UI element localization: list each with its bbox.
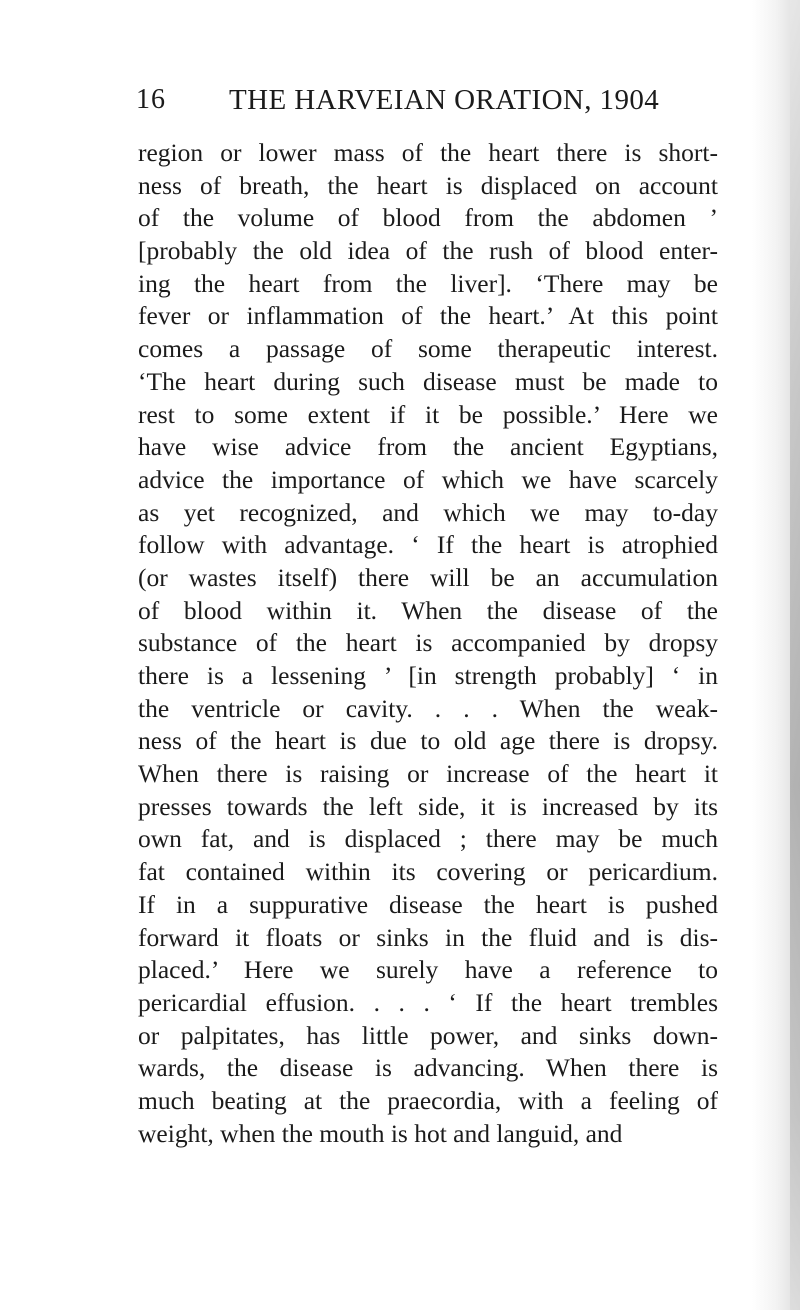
body-line: own fat, and is displaced ; there may be much	[138, 824, 718, 854]
body-line: ness of breath, the heart is displaced on account	[138, 170, 718, 200]
body-line: much beating at the praecordia, with a feeling of	[138, 1085, 718, 1115]
body-line: of blood within it. When the disease of the	[138, 595, 718, 625]
body-line: region or lower mass of the heart there is short-	[138, 138, 718, 167]
body-line: comes a passage of some therapeutic interest.	[138, 334, 718, 364]
body-line: there is a lessening ’ [in strength probably] ‘ in	[138, 661, 718, 690]
body-line: fever or inflammation of the heart.’ At this point	[138, 301, 718, 331]
page-edge-shadow	[790, 0, 800, 1310]
body-line: [probably the old idea of the rush of blood enter-	[138, 236, 718, 266]
body-line: ing the heart from the liver]. ‘There may be	[138, 268, 718, 298]
body-line: placed.’ Here we surely have a reference to	[138, 955, 718, 985]
body-line: of the volume of blood from the abdomen ’	[138, 203, 718, 233]
body-line: or palpitates, has little power, and sinks down-	[138, 1020, 718, 1050]
body-line: rest to some extent if it be possible.’ Here we	[138, 399, 718, 429]
body-line: fat contained within its covering or pericardium.	[138, 857, 718, 887]
page-number: 16	[136, 84, 166, 115]
body-line: ‘The heart during such disease must be made to	[138, 366, 718, 396]
body-line: have wise advice from the ancient Egyptians,	[138, 432, 718, 462]
body-line: substance of the heart is accompanied by dropsy	[138, 628, 718, 658]
body-text	[138, 137, 718, 1150]
body-line: advice the importance of which we have scarcely	[138, 464, 718, 494]
body-line: weight, when the mouth is hot and languid, and	[138, 1118, 623, 1148]
body-line: If in a suppurative disease the heart is pushed	[138, 889, 718, 919]
body-line: When there is raising or increase of the heart it	[138, 759, 718, 789]
body-line: follow with advantage. ‘ If the heart is atrophied	[138, 530, 718, 560]
body-line: pericardial effusion. . . . ‘ If the heart trembles	[138, 987, 718, 1017]
body-line: forward it floats or sinks in the fluid and is dis-	[138, 922, 718, 952]
body-line: wards, the disease is advancing. When there is	[138, 1053, 718, 1083]
running-title: THE HARVEIAN ORATION, 1904	[229, 84, 660, 116]
body-line: the ventricle or cavity. . . . When the weak-	[138, 693, 718, 723]
body-line: ness of the heart is due to old age there is dropsy.	[138, 726, 718, 756]
body-line: presses towards the left side, it is increased by its	[138, 791, 718, 821]
running-header	[136, 80, 696, 120]
body-line: as yet recognized, and which we may to-day	[138, 497, 718, 527]
body-line: (or wastes itself) there will be an accumulation	[138, 562, 718, 592]
